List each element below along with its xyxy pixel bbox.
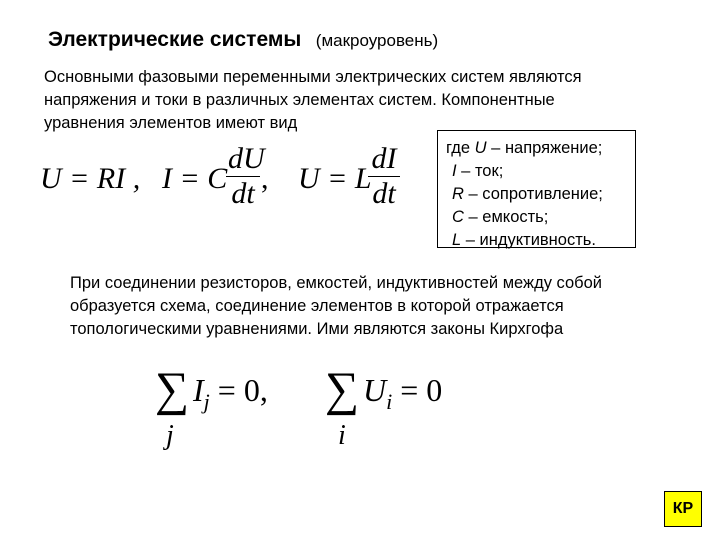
paragraph-line: образуется схема, соединение элементов в которой отражается bbox=[70, 297, 564, 315]
intro-text bbox=[44, 66, 684, 135]
legend-item: I – ток; bbox=[452, 162, 504, 180]
capacitor-denominator: dt bbox=[231, 177, 255, 210]
legend-item: где U – напряжение; bbox=[446, 139, 603, 157]
legend-item: R – сопротивление; bbox=[452, 185, 603, 203]
kr-badge[interactable]: КР bbox=[664, 491, 702, 527]
inductor-numerator: dI bbox=[368, 144, 400, 177]
slide-subtitle: (макроуровень) bbox=[315, 31, 439, 50]
legend-item: C – емкость; bbox=[452, 208, 549, 226]
equation-inductor-fraction bbox=[368, 144, 400, 211]
paragraph-line: топологическими уравнениями. Ими являются законы Кирхгофа bbox=[70, 320, 564, 338]
intro-line: напряжения и токи в различных элементах систем. Компонентные bbox=[44, 91, 555, 109]
equation-resistor: U = RI , bbox=[40, 162, 141, 195]
sum-index-j: j bbox=[166, 420, 174, 451]
topology-paragraph bbox=[70, 272, 680, 341]
legend-item: L – индуктивность. bbox=[452, 231, 596, 249]
sum-symbol-voltages: ∑ bbox=[325, 363, 360, 416]
equation-capacitor-fraction bbox=[226, 142, 265, 211]
slide-title-row bbox=[48, 28, 438, 52]
variables-legend bbox=[437, 130, 636, 248]
equation-capacitor-comma: , bbox=[261, 162, 269, 195]
intro-line: уравнения элементов имеют вид bbox=[44, 114, 298, 132]
kirchhoff-current-law: $I_j = 0$, bbox=[193, 372, 268, 414]
kirchhoff-voltage-law: $U_i = 0$ bbox=[363, 372, 443, 414]
equation-capacitor-lhs: I = C bbox=[162, 162, 228, 195]
capacitor-numerator: dU bbox=[228, 142, 265, 175]
equation-inductor-lhs: U = L bbox=[298, 162, 372, 195]
inductor-denominator: dt bbox=[372, 177, 396, 210]
paragraph-line: При соединении резисторов, емкостей, индуктивностей между собой bbox=[70, 274, 602, 292]
intro-line: Основными фазовыми переменными электрических систем являются bbox=[44, 68, 582, 86]
sum-symbol-currents: ∑ bbox=[155, 363, 190, 416]
sum-index-i: i bbox=[338, 420, 346, 451]
slide-title: Электрические системы bbox=[48, 28, 302, 51]
